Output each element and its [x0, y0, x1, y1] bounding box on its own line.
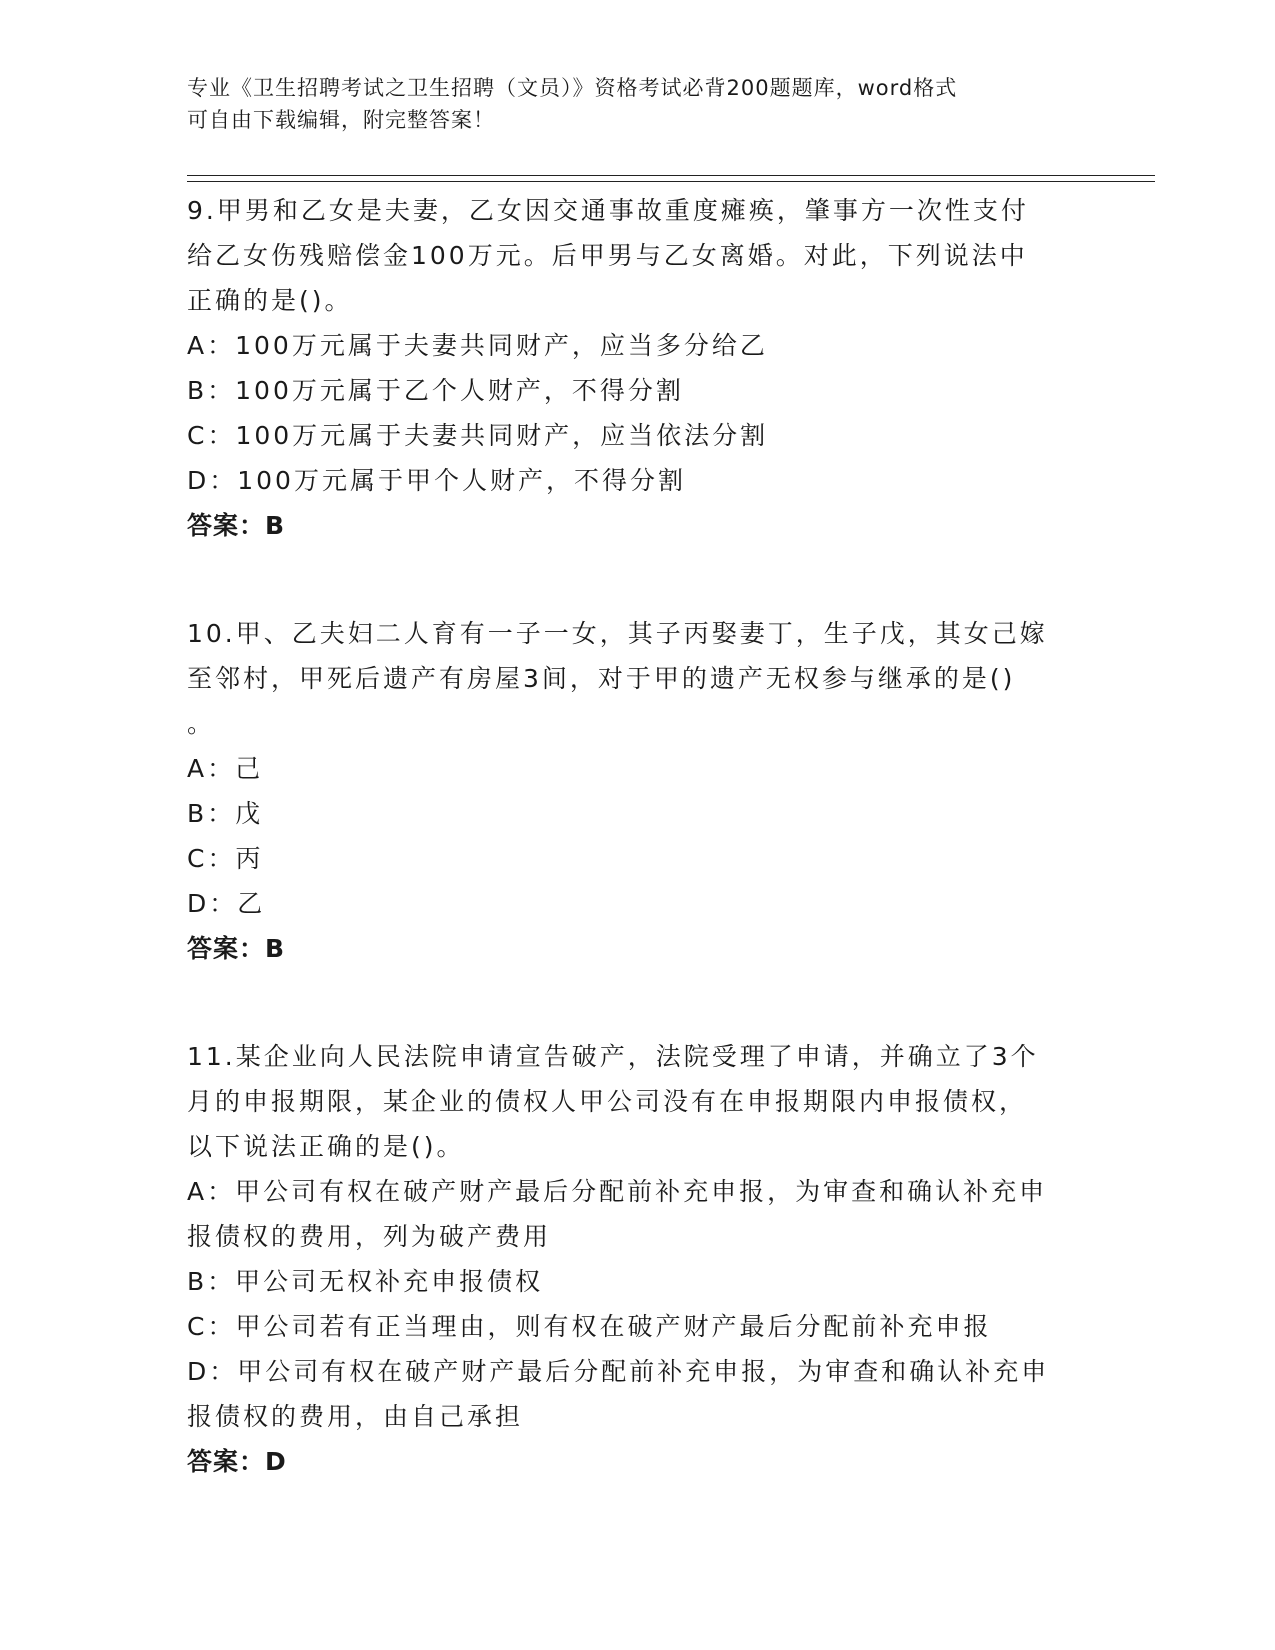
document-header [187, 72, 1087, 136]
option-a: A：己 [187, 754, 264, 783]
question-text-line: 10.甲、乙夫妇二人育有一子一女，其子丙娶妻丁，生子戊，其女己嫁 [187, 619, 1048, 648]
option-c: C：甲公司若有正当理由，则有权在破产财产最后分配前补充申报 [187, 1312, 992, 1341]
option-a: A：100万元属于夫妻共同财产，应当多分给乙 [187, 331, 768, 360]
answer-value: D [265, 1447, 287, 1476]
option-c: C：100万元属于夫妻共同财产，应当依法分割 [187, 421, 769, 450]
question-text-line: 11.某企业向人民法院申请宣告破产，法院受理了申请，并确立了3个 [187, 1042, 1039, 1071]
option-a: A：甲公司有权在破产财产最后分配前补充申报，为审查和确认补充申 [187, 1177, 1048, 1206]
question-9 [187, 188, 1087, 549]
option-a-continued: 报债权的费用，列为破产费用 [187, 1222, 552, 1251]
header-rule-bottom [187, 181, 1155, 182]
option-d: D：100万元属于甲个人财产，不得分割 [187, 466, 686, 495]
question-text-line: 至邻村，甲死后遗产有房屋3间，对于甲的遗产无权参与继承的是() [187, 664, 1016, 693]
option-b: B：100万元属于乙个人财产，不得分割 [187, 376, 684, 405]
question-text-line: 。 [187, 709, 216, 738]
question-text-line: 以下说法正确的是()。 [187, 1132, 465, 1161]
question-list [187, 188, 1087, 1485]
answer-label: 答案： [187, 511, 266, 540]
question-11 [187, 1034, 1087, 1485]
header-line-1: 专业《卫生招聘考试之卫生招聘（文员）》资格考试必背200题题库，word格式 [187, 76, 958, 100]
header-line-2: 可自由下载编辑，附完整答案！ [187, 108, 495, 132]
header-rule-top [187, 175, 1155, 176]
answer-line [187, 503, 1087, 549]
answer-label: 答案： [187, 934, 266, 963]
option-b: B：甲公司无权补充申报债权 [187, 1267, 544, 1296]
option-b: B：戊 [187, 799, 264, 828]
question-text-line: 9.甲男和乙女是夫妻，乙女因交通事故重度瘫痪，肇事方一次性支付 [187, 196, 1029, 225]
question-text-line: 正确的是()。 [187, 286, 353, 315]
answer-line [187, 926, 1087, 972]
answer-label: 答案： [187, 1447, 266, 1476]
question-text-line: 给乙女伤残赔偿金100万元。后甲男与乙女离婚。对此，下列说法中 [187, 241, 1028, 270]
answer-value: B [265, 511, 286, 540]
option-d: D：甲公司有权在破产财产最后分配前补充申报，为审查和确认补充申 [187, 1357, 1050, 1386]
answer-value: B [265, 934, 286, 963]
question-10 [187, 611, 1087, 972]
answer-line [187, 1439, 1087, 1485]
question-text-line: 月的申报期限，某企业的债权人甲公司没有在申报期限内申报债权， [187, 1087, 1028, 1116]
option-d: D：乙 [187, 889, 266, 918]
option-d-continued: 报债权的费用，由自己承担 [187, 1402, 524, 1431]
option-c: C：丙 [187, 844, 264, 873]
